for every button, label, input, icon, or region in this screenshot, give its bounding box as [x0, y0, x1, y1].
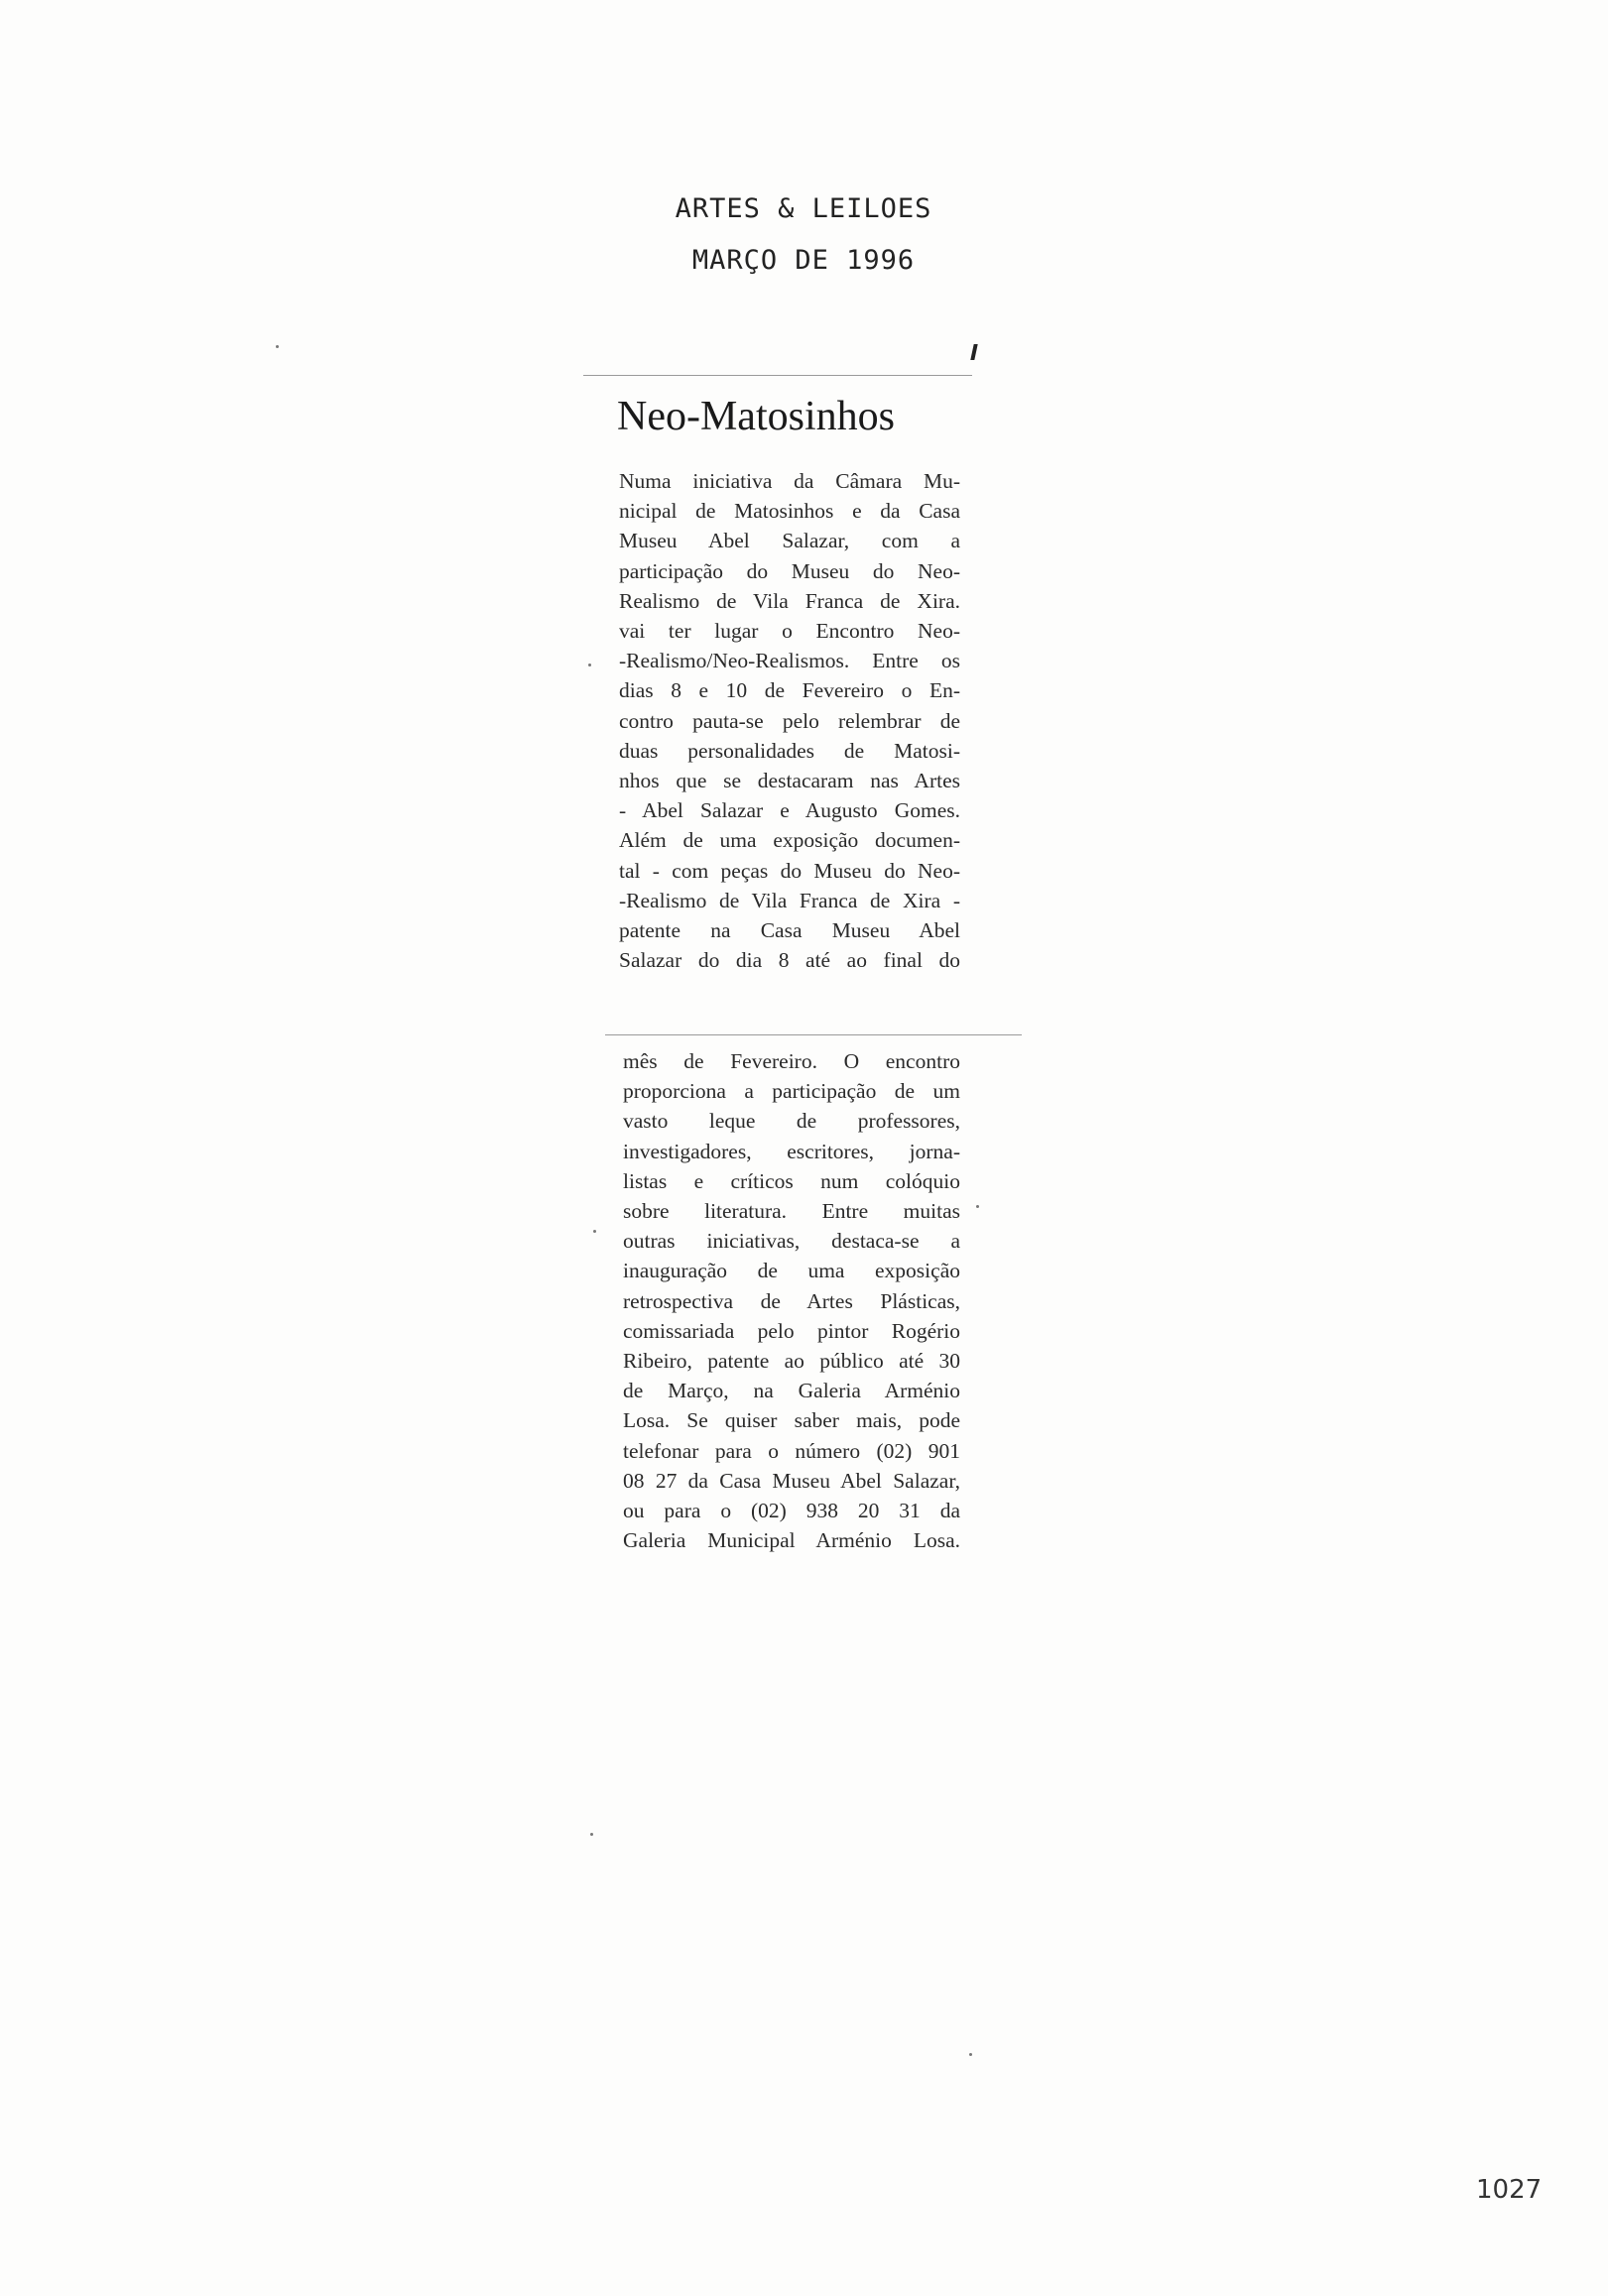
text-line: Além de uma exposição documen-	[619, 828, 960, 853]
source-header	[556, 183, 1051, 287]
text-line: Realismo de Vila Franca de Xira.	[619, 588, 960, 613]
article-column-2	[623, 1046, 960, 1555]
text-line: -Realismo/Neo-Realismos. Entre os	[619, 649, 960, 673]
scan-speck	[588, 664, 591, 666]
publication-name: ARTES & LEILOES	[675, 193, 932, 224]
text-line: participação do Museu do Neo-	[619, 558, 960, 583]
text-line: nicipal de Matosinhos e da Casa	[619, 499, 960, 524]
article-title: Neo-Matosinhos	[617, 394, 895, 439]
text-line: nhos que se destacaram nas Artes	[619, 769, 960, 793]
scan-speck	[976, 1205, 979, 1208]
text-line: Losa. Se quiser saber mais, pode	[623, 1408, 960, 1433]
text-line: -Realismo de Vila Franca de Xira -	[619, 888, 960, 912]
top-rule	[583, 375, 972, 376]
scan-mark	[970, 344, 977, 360]
text-line: telefonar para o número (02) 901	[623, 1438, 960, 1463]
text-line: ou para o (02) 938 20 31 da	[623, 1499, 960, 1523]
text-line: dias 8 e 10 de Fevereiro o En-	[619, 678, 960, 703]
scan-speck	[590, 1833, 593, 1836]
publication-date: MARÇO DE 1996	[691, 245, 916, 276]
text-line: de Março, na Galeria Arménio	[623, 1379, 960, 1403]
text-line: vai ter lugar o Encontro Neo-	[619, 619, 960, 644]
page-number: 1027	[1476, 2175, 1543, 2205]
text-line: Salazar do dia 8 até ao final do	[619, 948, 960, 973]
text-line: - Abel Salazar e Augusto Gomes.	[619, 798, 960, 823]
text-line: vasto leque de professores,	[623, 1109, 960, 1134]
text-line: inauguração de uma exposição	[623, 1259, 960, 1283]
text-line: Ribeiro, patente ao público até 30	[623, 1349, 960, 1374]
text-line: 08 27 da Casa Museu Abel Salazar,	[623, 1468, 960, 1493]
scan-speck	[276, 345, 279, 348]
text-line: comissariada pelo pintor Rogério	[623, 1318, 960, 1343]
text-line: tal - com peças do Museu do Neo-	[619, 858, 960, 883]
text-line: proporciona a participação de um	[623, 1079, 960, 1104]
text-line: mês de Fevereiro. O encontro	[623, 1049, 960, 1073]
text-line: Museu Abel Salazar, com a	[619, 529, 960, 553]
text-line: retrospectiva de Artes Plásticas,	[623, 1288, 960, 1313]
scan-speck	[969, 2053, 972, 2056]
text-line: contro pauta-se pelo relembrar de	[619, 708, 960, 733]
column-break-rule	[605, 1034, 1022, 1035]
text-line: outras iniciativas, destaca-se a	[623, 1229, 960, 1254]
text-line: investigadores, escritores, jorna-	[623, 1139, 960, 1163]
text-line: sobre literatura. Entre muitas	[623, 1199, 960, 1224]
text-line: duas personalidades de Matosi-	[619, 738, 960, 763]
scan-speck	[593, 1230, 596, 1233]
article-column-1	[619, 466, 960, 975]
text-line: listas e críticos num colóquio	[623, 1168, 960, 1193]
text-line: Numa iniciativa da Câmara Mu-	[619, 469, 960, 493]
text-line: Galeria Municipal Arménio Losa.	[623, 1528, 960, 1553]
text-line: patente na Casa Museu Abel	[619, 918, 960, 943]
